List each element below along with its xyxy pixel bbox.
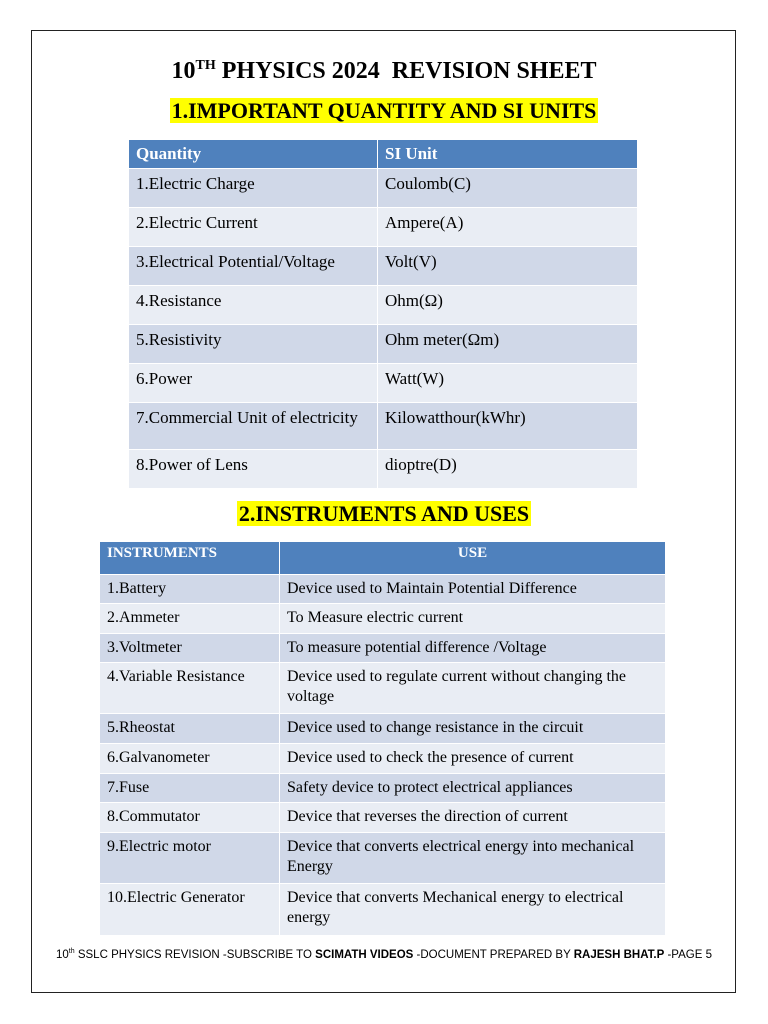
table-cell-name: 2.Ammeter <box>100 604 280 634</box>
section1-heading: 1.IMPORTANT QUANTITY AND SI UNITS <box>171 98 597 123</box>
table-cell-name: 8.Power of Lens <box>129 450 378 489</box>
table-row <box>100 744 666 774</box>
title-prefix: 10 <box>171 58 196 84</box>
table-cell-value: Device used to regulate current without changing the voltage <box>280 663 666 714</box>
instruments-header-row <box>100 542 666 575</box>
table-row <box>129 450 638 489</box>
column-header-quantity: Quantity <box>129 140 378 169</box>
table-cell-name: 4.Resistance <box>129 286 378 325</box>
table-row <box>129 208 638 247</box>
table-cell-value: Kilowatthour(kWhr) <box>378 403 638 450</box>
page-title <box>0 58 768 85</box>
table-row <box>100 575 666 604</box>
page-footer <box>0 948 768 961</box>
title-rest: PHYSICS 2024 REVISION SHEET <box>215 58 597 84</box>
table-cell-name: 10.Electric Generator <box>100 884 280 936</box>
table-cell-name: 9.Electric motor <box>100 833 280 884</box>
table-cell-value: Device used to check the presence of current <box>280 744 666 774</box>
column-header-instruments: INSTRUMENTS <box>100 542 280 575</box>
table-cell-name: 5.Rheostat <box>100 714 280 744</box>
table-cell-name: 6.Galvanometer <box>100 744 280 774</box>
footer-part2: -DOCUMENT PREPARED BY <box>413 948 574 961</box>
table-cell-value: To measure potential difference /Voltage <box>280 634 666 663</box>
footer-part1: SSLC PHYSICS REVISION -SUBSCRIBE TO <box>74 948 316 961</box>
table-row <box>129 169 638 208</box>
table-cell-value: dioptre(D) <box>378 450 638 489</box>
table-row <box>100 833 666 884</box>
table-row <box>100 663 666 714</box>
table-row <box>129 403 638 450</box>
si-units-table <box>128 139 638 489</box>
table-cell-value: Device that reverses the direction of current <box>280 803 666 833</box>
si-units-header-row <box>129 140 638 169</box>
table-cell-value: Volt(V) <box>378 247 638 286</box>
section1-heading-wrap <box>0 98 768 124</box>
table-cell-value: Device that converts Mechanical energy to electrical energy <box>280 884 666 936</box>
table-cell-name: 3.Electrical Potential/Voltage <box>129 247 378 286</box>
table-cell-value: Device used to change resistance in the circuit <box>280 714 666 744</box>
table-cell-value: Device used to Maintain Potential Difference <box>280 575 666 604</box>
table-row <box>129 364 638 403</box>
table-cell-name: 1.Battery <box>100 575 280 604</box>
footer-part3: -PAGE 5 <box>664 948 712 961</box>
table-cell-value: Device that converts electrical energy into mechanical Energy <box>280 833 666 884</box>
section2-heading-wrap <box>0 501 768 527</box>
table-row <box>129 247 638 286</box>
footer-channel: SCIMATH VIDEOS <box>315 948 414 961</box>
table-cell-name: 2.Electric Current <box>129 208 378 247</box>
footer-superscript: th <box>68 948 75 955</box>
table-cell-value: Watt(W) <box>378 364 638 403</box>
table-cell-name: 4.Variable Resistance <box>100 663 280 714</box>
footer-prefix: 10 <box>56 948 69 961</box>
table-row <box>100 714 666 744</box>
footer-author: RAJESH BHAT.P <box>573 948 665 961</box>
table-row <box>100 604 666 634</box>
column-header-si-unit: SI Unit <box>378 140 638 169</box>
table-cell-name: 7.Fuse <box>100 774 280 803</box>
table-cell-name: 7.Commercial Unit of electricity <box>129 403 378 450</box>
table-row <box>100 634 666 663</box>
table-row <box>100 803 666 833</box>
instruments-table <box>99 541 666 936</box>
table-cell-value: Safety device to protect electrical appliances <box>280 774 666 803</box>
table-row <box>129 286 638 325</box>
table-cell-name: 8.Commutator <box>100 803 280 833</box>
table-cell-value: Ohm meter(Ωm) <box>378 325 638 364</box>
table-row <box>100 774 666 803</box>
column-header-use: USE <box>280 542 666 575</box>
title-superscript: TH <box>195 58 216 73</box>
section2-heading: 2.INSTRUMENTS AND USES <box>238 501 530 526</box>
table-cell-name: 6.Power <box>129 364 378 403</box>
table-row <box>100 884 666 936</box>
table-cell-name: 5.Resistivity <box>129 325 378 364</box>
table-cell-name: 3.Voltmeter <box>100 634 280 663</box>
table-cell-value: Ampere(A) <box>378 208 638 247</box>
table-cell-value: Coulomb(C) <box>378 169 638 208</box>
table-cell-value: To Measure electric current <box>280 604 666 634</box>
table-cell-name: 1.Electric Charge <box>129 169 378 208</box>
table-cell-value: Ohm(Ω) <box>378 286 638 325</box>
table-row <box>129 325 638 364</box>
